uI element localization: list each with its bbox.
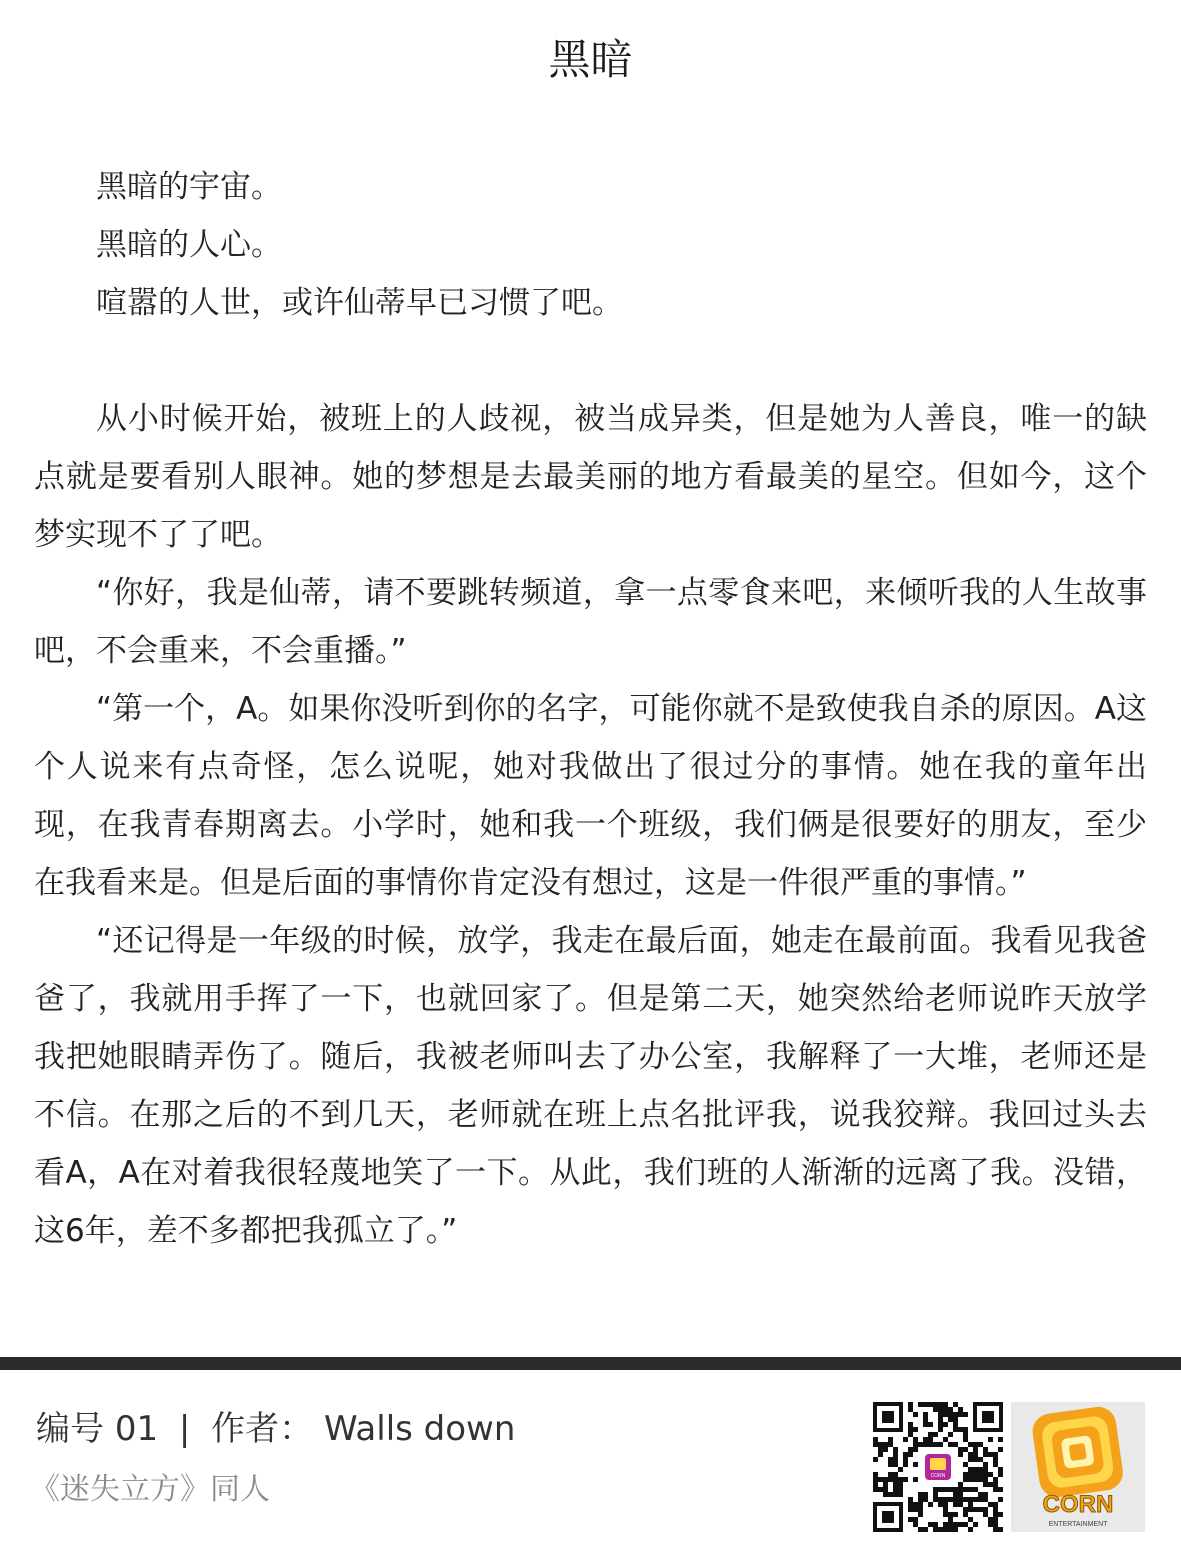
paragraph: 黑暗的宇宙。 [96, 169, 282, 205]
paragraph: 从小时候开始，被班上的人歧视，被当成异类，但是她为人善良，唯一的缺点就是要看别人眼神。她的梦想是去最美丽的地方看最美的星空。但如今，这个梦实现不了了吧。 [34, 401, 1147, 553]
paragraph: 喧嚣的人世，或许仙蒂早已习惯了吧。 [96, 285, 623, 321]
paragraph-spacer [34, 332, 1147, 390]
qr-center-label: CORN [930, 1473, 946, 1479]
footer-divider [0, 1357, 1181, 1370]
footer-meta [36, 1404, 515, 1454]
author-name: Walls down [323, 1409, 516, 1449]
author-label: 作者： [211, 1409, 314, 1449]
source-note: 《迷失立方》同人 [30, 1472, 270, 1507]
logo-wordmark: CORN [1042, 1491, 1114, 1518]
paragraph: “你好，我是仙蒂，请不要跳转频道，拿一点零食来吧，来倾听我的人生故事吧，不会重来，不会重播。” [34, 575, 1147, 669]
paragraph: “还记得是一年级的时候，放学，我走在最后面，她走在最前面。我看见我爸爸了，我就用手挥了一下，也就回家了。但是第二天，她突然给老师说昨天放学我把她眼睛弄伤了。随后，我被老师叫去了办公室，我解释了一大堆，老师还是不信。在那之后的不到几天，老师就在班上点名批评我，说我狡辩。我回过头去看A，A在对着我很轻蔑地笑了一下。从此，我们班的人渐渐的远离了我。没错，这6年，差不多都把我孤立了。” [34, 923, 1147, 1249]
paragraph: 黑暗的人心。 [96, 227, 282, 263]
corn-logo [1011, 1402, 1145, 1532]
logo-subtext: ENTERTAINMENT [1048, 1521, 1108, 1528]
article-body [34, 158, 1147, 1260]
meta-separator: | [178, 1409, 191, 1449]
paragraph: “第一个，A。如果你没听到你的名字，可能你就不是致使我自杀的原因。A这个人说来有点奇怪，怎么说呢，她对我做出了很过分的事情。她在我的童年出现，在我青春期离去。小学时，她和我一个班级，我们俩是很要好的朋友，至少在我看来是。但是后面的事情你肯定没有想过，这是一件很严重的事情。” [34, 691, 1147, 901]
number-label: 编号 [36, 1409, 104, 1449]
page-title: 黑暗 [548, 35, 633, 84]
qr-code [873, 1402, 1003, 1532]
number-value: 01 [114, 1409, 159, 1449]
